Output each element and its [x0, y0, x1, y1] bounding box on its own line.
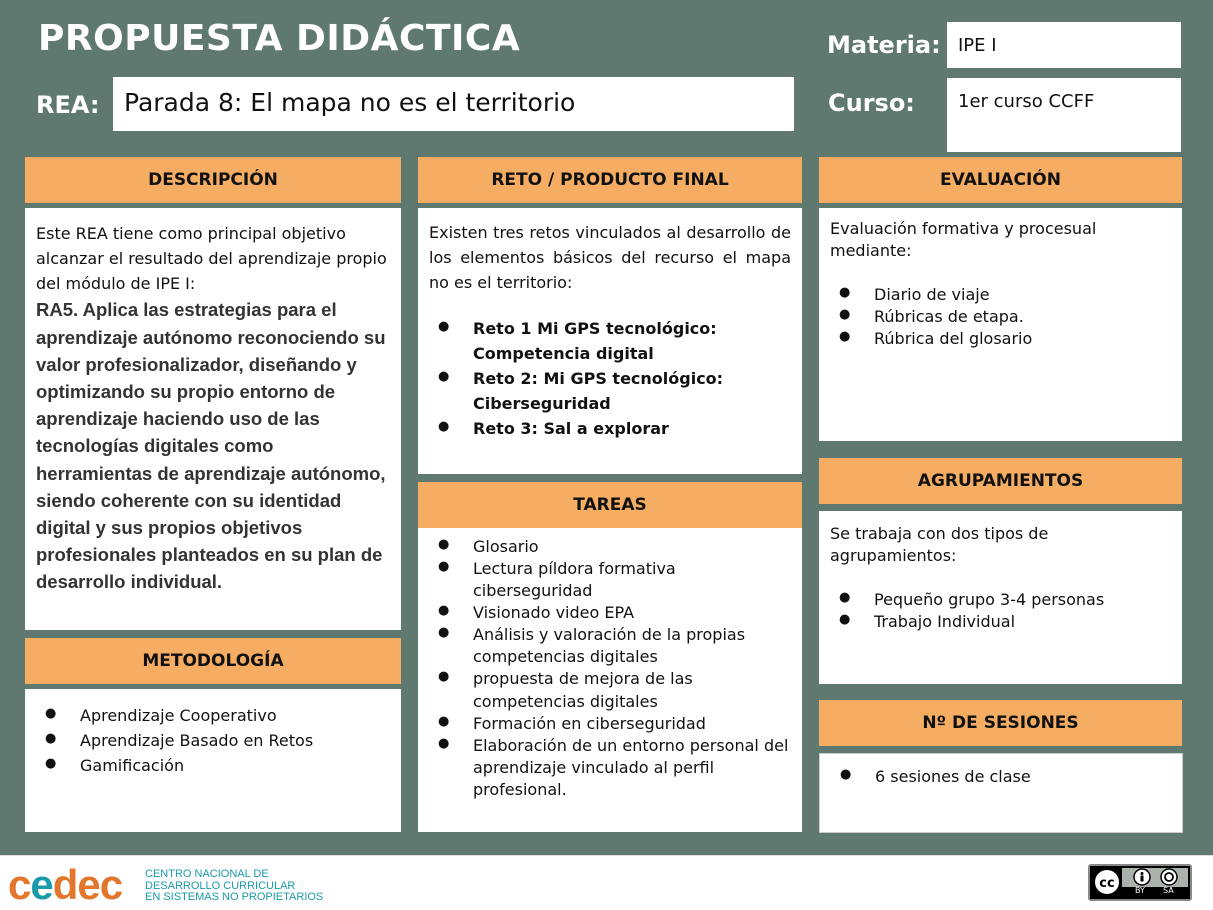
sesiones-header: Nº DE SESIONES: [819, 700, 1182, 746]
curso-value: 1er curso CCFF: [958, 91, 1095, 112]
list-item: ● Trabajo Individual: [819, 611, 1171, 633]
sesiones-list: [820, 765, 1182, 790]
learning-outcome: RA5. Aplica las estrategias para el aprendizaje autónomo reconociendo su valor profesionalizador, diseñando y optimizando su propio entorno de aprendizaje haciendo uso de las tecnologías digitales como herramientas de aprendizaje autónomo, siendo coherente con su identidad digital y sus propios objetivos profesionales planteados en su plan de desarrollo individual.: [36, 299, 386, 593]
list-item: ● Lectura píldora formativa ciberseguridad: [418, 558, 791, 602]
list-item: ● Reto 3: Sal a explorar: [418, 417, 791, 442]
list-item: ● Aprendizaje Basado en Retos: [25, 729, 390, 754]
list-item: ● 6 sesiones de clase: [820, 765, 1182, 790]
reto-intro: Existen tres retos vinculados al desarrollo de los elementos básicos del recurso el mapa no es el territorio:: [429, 223, 791, 292]
evaluacion-intro: Evaluación formativa y procesual mediante:: [830, 219, 1097, 261]
list-item: ● Reto 2: Mi GPS tecnológico: Ciberseguridad: [418, 367, 791, 417]
descripcion-panel: [25, 208, 401, 630]
tareas-list: [418, 536, 791, 801]
list-item: ● Pequeño grupo 3-4 personas: [819, 589, 1171, 611]
list-item: ● Rúbrica del glosario: [819, 328, 1171, 350]
agrupamientos-list: [819, 589, 1171, 633]
cc-license-icon: [1088, 864, 1192, 901]
agrupamientos-intro: Se trabaja con dos tipos de agrupamientos:: [830, 524, 1049, 566]
agrupamientos-panel: [819, 511, 1182, 684]
list-item: ● Rúbricas de etapa.: [819, 306, 1171, 328]
materia-label: Materia:: [827, 31, 941, 59]
cc-by-label: BY: [1135, 886, 1145, 895]
curso-field: [947, 78, 1181, 152]
list-item: ● Elaboración de un entorno personal del aprendizaje vinculado al perfil profesional.: [418, 735, 791, 801]
descripcion-intro: Este REA tiene como principal objetivo alcanzar el resultado del aprendizaje propio del módulo de IPE I:: [36, 224, 387, 293]
reto-list: [418, 317, 791, 441]
reto-header: RETO / PRODUCTO FINAL: [418, 157, 802, 203]
cedec-logo: cedec: [8, 861, 123, 908]
list-item: ● Glosario: [418, 536, 791, 558]
list-item: ● Reto 1 Mi GPS tecnológico: Competencia digital: [418, 317, 791, 367]
rea-label: REA:: [36, 91, 100, 119]
list-item: ● Formación en ciberseguridad: [418, 713, 791, 735]
page-title: PROPUESTA DIDÁCTICA: [38, 18, 521, 59]
evaluacion-list: [819, 284, 1171, 350]
metodologia-header: METODOLOGÍA: [25, 638, 401, 684]
list-item: ● Visionado video EPA: [418, 602, 791, 624]
list-item: ● propuesta de mejora de las competencias digitales: [418, 668, 791, 712]
footer: [0, 855, 1213, 910]
sesiones-panel: [819, 753, 1183, 833]
rea-value: Parada 8: El mapa no es el territorio: [124, 88, 576, 117]
rea-field: [113, 77, 794, 131]
curso-label: Curso:: [828, 89, 915, 117]
tareas-panel: [418, 528, 802, 832]
list-item: ● Análisis y valoración de la propias competencias digitales: [418, 624, 791, 668]
evaluacion-header: EVALUACIÓN: [819, 157, 1182, 203]
tareas-header: TAREAS: [418, 482, 802, 528]
cedec-subtitle: CENTRO NACIONAL DE DESARROLLO CURRICULAR EN SISTEMAS NO PROPIETARIOS: [145, 868, 324, 903]
svg-text:cc: cc: [1099, 876, 1115, 891]
evaluacion-panel: [819, 208, 1182, 441]
metodologia-list: [25, 704, 390, 778]
list-item: ● Gamificación: [25, 754, 390, 779]
materia-field: [947, 22, 1181, 68]
materia-value: IPE I: [958, 35, 997, 56]
list-item: ● Aprendizaje Cooperativo: [25, 704, 390, 729]
agrupamientos-header: AGRUPAMIENTOS: [819, 458, 1182, 504]
list-item: ● Diario de viaje: [819, 284, 1171, 306]
cc-sa-label: SA: [1163, 886, 1174, 895]
reto-panel: [418, 208, 802, 474]
descripcion-header: DESCRIPCIÓN: [25, 157, 401, 203]
metodologia-panel: [25, 689, 401, 832]
